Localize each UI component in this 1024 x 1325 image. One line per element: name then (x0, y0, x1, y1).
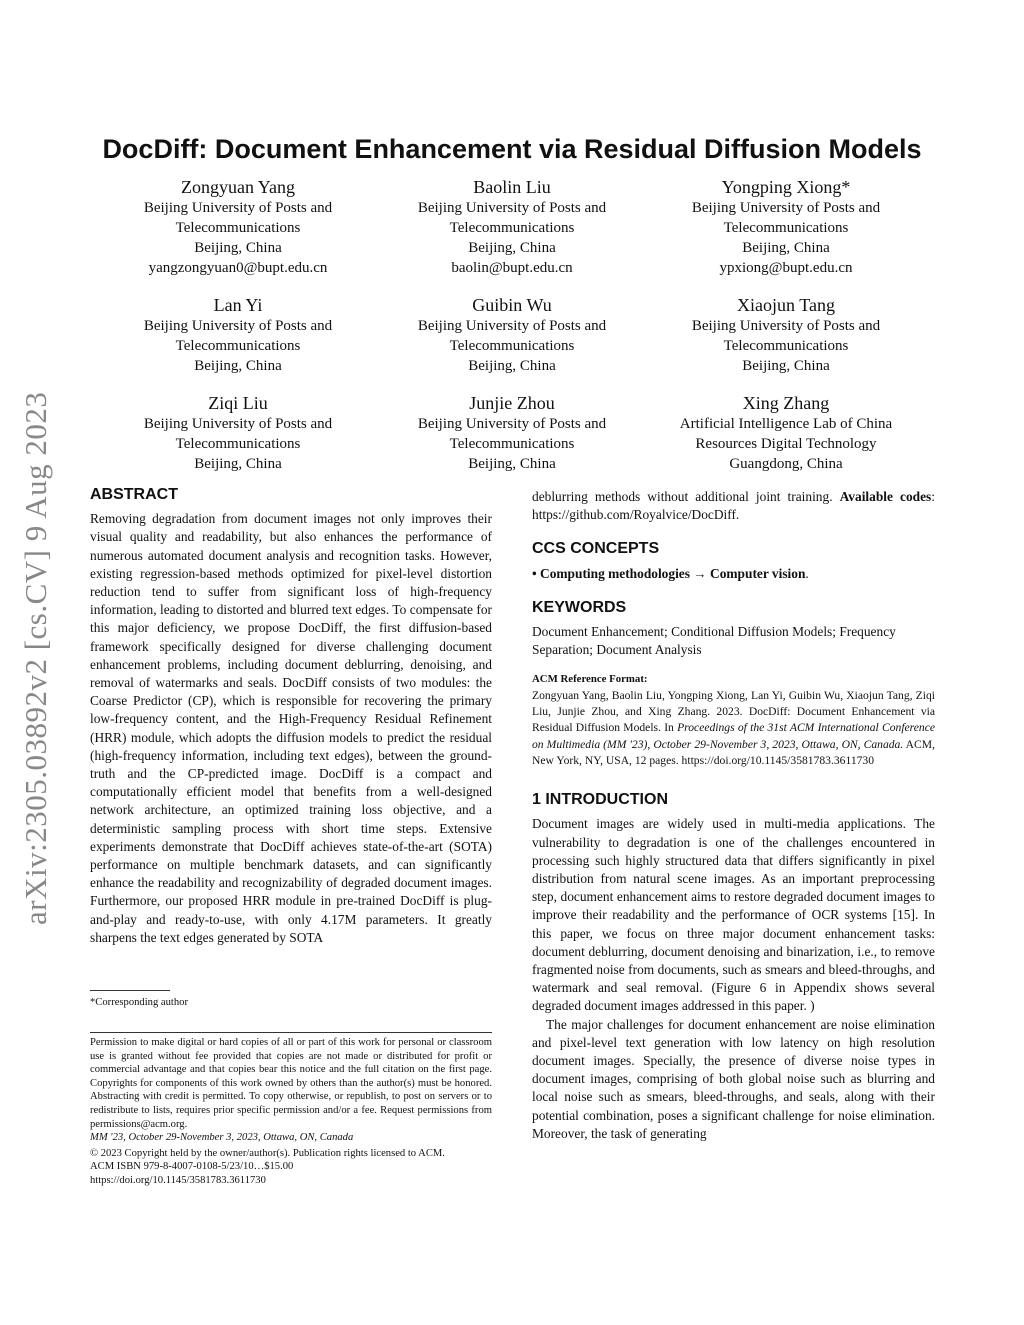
author-affiliation: Telecommunications (723, 220, 849, 236)
author-affiliation: Beijing, China (194, 456, 282, 472)
acm-ref-authors: Zongyuan Yang, Baolin Liu, Yongping Xiong, Lan Yi, Guibin Wu, Xiaojun Tang, Ziqi Liu, Junjie Zhou, and Xing Zhang. 2023. DocDiff: Document Enhancement via Residual Diffusion Models. In (532, 688, 935, 735)
keywords-text: Document Enhancement; Conditional Diffusion Models; Frequency Separation; Document Analysis (532, 624, 896, 658)
author-card (367, 392, 657, 474)
author-affiliation: Beijing University of Posts and (417, 200, 607, 216)
author-affiliation: Beijing, China (742, 358, 830, 374)
author-name: Junjie Zhou (469, 393, 555, 413)
intro-paragraph-1: Document images are widely used in multi-media applications. The vulnerability to degradation is one of the challenges encountered in processing such highly structured data that differs significantly in pixel distribution from natural scene images. As an important preprocessing step, document enhancement aims to restore degraded document images to improve their readability and the performance of OCR systems [15]. In this paper, we focus on three major document enhancement tasks: document deblurring, document denoising and binarization, i.e., to remove fragmented noise from documents, such as smears and bleed-throughs, and watermark and seal removal. (Figure 6 in Appendix shows several degraded document images addressed in this paper. ) (532, 816, 935, 1014)
author-email: ypxiong@bupt.edu.cn (719, 260, 853, 276)
author-card (641, 176, 931, 278)
author-email: yangzongyuan0@bupt.edu.cn (148, 260, 328, 276)
author-name: Xiaojun Tang (737, 295, 835, 315)
author-name: Baolin Liu (473, 177, 551, 197)
codes-label: Available codes (839, 489, 932, 504)
codes-link[interactable]: : https://github.com/Royalvice/DocDiff. (532, 489, 935, 523)
author-affiliation: Beijing, China (468, 456, 556, 472)
author-affiliation: Beijing University of Posts and (143, 200, 333, 216)
isbn: ACM ISBN 979-8-4007-0108-5/23/10…$15.00 (90, 1161, 294, 1173)
right-column (532, 488, 935, 1143)
acm-ref-proceedings: Proceedings of the 31st ACM International Conference on Multimedia (MM '23), October 29-November 3, 2023, Ottawa, ON, Canada. (532, 721, 935, 751)
author-affiliation: Beijing University of Posts and (143, 318, 333, 334)
author-affiliation: Beijing University of Posts and (691, 318, 881, 334)
author-affiliation: Beijing, China (468, 240, 556, 256)
intro-heading: 1 INTRODUCTION (532, 791, 668, 809)
author-affiliation: Telecommunications (175, 436, 301, 452)
permission-rule (90, 1032, 492, 1033)
ccs-end: . (805, 565, 809, 581)
left-column (90, 486, 492, 947)
author-affiliation: Telecommunications (449, 338, 575, 354)
abstract-continuation: deblurring methods without additional joint training. (532, 489, 833, 504)
author-card (93, 392, 383, 474)
author-name: Xing Zhang (742, 393, 830, 413)
paper-title: DocDiff: Document Enhancement via Residual Diffusion Models (102, 134, 922, 164)
author-affiliation: Telecommunications (175, 338, 301, 354)
author-affiliation: Beijing University of Posts and (691, 200, 881, 216)
author-name: Zongyuan Yang (180, 177, 295, 197)
abstract-text: Removing degradation from document images not only improves their visual quality and readability, but also enhances the performance of numerous automated document analysis and recognition tasks. However, existing regression-based methods optimized for pixel-level distortion reduction tend to suffer from significant loss of high-frequency information, leading to distorted and blurred text edges. To compensate for this major deficiency, we propose DocDiff, the first diffusion-based framework specifically designed for diverse challenging document enhancement problems, including document deblurring, denoising, and removal of watermarks and seals. DocDiff consists of two modules: the Coarse Predictor (CP), which is responsible for recovering the primary low-frequency content, and the High-Frequency Residual Refinement (HRR) module, which adopts the diffusion models to predict the residual (high-frequency information, including text edges), between the ground-truth and the CP-predicted image. DocDiff is a compact and computationally efficient model that benefits from a well-designed network architecture, an optimized training loss objective, and a deterministic sampling process with short time steps. Extensive experiments demonstrate that DocDiff achieves state-of-the-art (SOTA) performance on multiple benchmark datasets, and can significantly enhance the readability and recognizability of degraded document images. Furthermore, our proposed HRR module in pre-trained DocDiff is plug-and-play and ready-to-use, with only 4.17M parameters. It greatly sharpens the text edges generated by SOTA (90, 511, 492, 945)
author-card (93, 294, 383, 376)
author-name: Guibin Wu (472, 295, 552, 315)
author-affiliation: Beijing University of Posts and (417, 318, 607, 334)
ccs-item: • Computing methodologies → Computer vision (532, 565, 806, 581)
author-affiliation: Telecommunications (449, 220, 575, 236)
author-card (367, 176, 657, 278)
author-affiliation: Artificial Intelligence Lab of China (679, 416, 893, 432)
author-affiliation: Beijing University of Posts and (143, 416, 333, 432)
doi-link[interactable]: https://doi.org/10.1145/3581783.3611730 (90, 1174, 266, 1186)
author-card (93, 176, 383, 278)
ccs-heading: CCS CONCEPTS (532, 540, 660, 558)
author-affiliation: Beijing, China (194, 358, 282, 374)
footnote-rule (90, 990, 170, 991)
author-email: baolin@bupt.edu.cn (451, 260, 573, 276)
author-affiliation: Telecommunications (175, 220, 301, 236)
author-card (641, 294, 931, 376)
author-affiliation: Guangdong, China (729, 456, 843, 472)
author-affiliation: Beijing, China (742, 240, 830, 256)
permission-text: Permission to make digital or hard copies of all or part of this work for personal or classroom use is granted without fee provided that copies are not made or distributed for profit or commercial advantage and that copies bear this notice and the full citation on the first page. Copyrights for components of this work owned by others than the author(s) must be honored. Abstracting with credit is permitted. To copy otherwise, or republish, to post on servers or to redistribute to lists, requires prior specific permission and/or a fee. Request permissions from permissions@acm.org. (90, 1037, 492, 1130)
author-affiliation: Beijing, China (468, 358, 556, 374)
author-card (641, 392, 931, 474)
author-affiliation: Beijing, China (194, 240, 282, 256)
intro-paragraph-2: The major challenges for document enhancement are noise elimination and pixel-level text generation with low latency on high resolution document images. Specially, the presence of diverse noise types in document images, comprising of both global noise such as blurring and local noise such as smears, bleed-throughs, and seals, along with their potential combination, poses a significant challenge for noise elimination. Moreover, the task of generating (532, 1016, 935, 1141)
keywords-heading: KEYWORDS (532, 598, 627, 616)
author-affiliation: Telecommunications (723, 338, 849, 354)
arxiv-stamp: arXiv:2305.03892v2 [cs.CV] 9 Aug 2023 (18, 391, 53, 925)
acm-ref-heading: ACM Reference Format: (532, 673, 648, 686)
permission-block (90, 1036, 492, 1188)
author-name: Ziqi Liu (208, 393, 268, 413)
author-name: Yongping Xiong* (721, 177, 851, 197)
author-card (367, 294, 657, 376)
copyright: © 2023 Copyright held by the owner/author(s). Publication rights licensed to ACM. (90, 1147, 445, 1159)
venue: MM '23, October 29-November 3, 2023, Ottawa, ON, Canada (90, 1132, 354, 1144)
acm-ref-tail: ACM, New York, NY, USA, 12 pages. https://doi.org/10.1145/3581783.3611730 (532, 737, 935, 767)
footnote: *Corresponding author (90, 997, 188, 1008)
author-affiliation: Beijing University of Posts and (417, 416, 607, 432)
abstract-heading: ABSTRACT (90, 486, 178, 503)
author-affiliation: Resources Digital Technology (695, 436, 877, 452)
author-affiliation: Telecommunications (449, 436, 575, 452)
author-name: Lan Yi (213, 295, 263, 315)
